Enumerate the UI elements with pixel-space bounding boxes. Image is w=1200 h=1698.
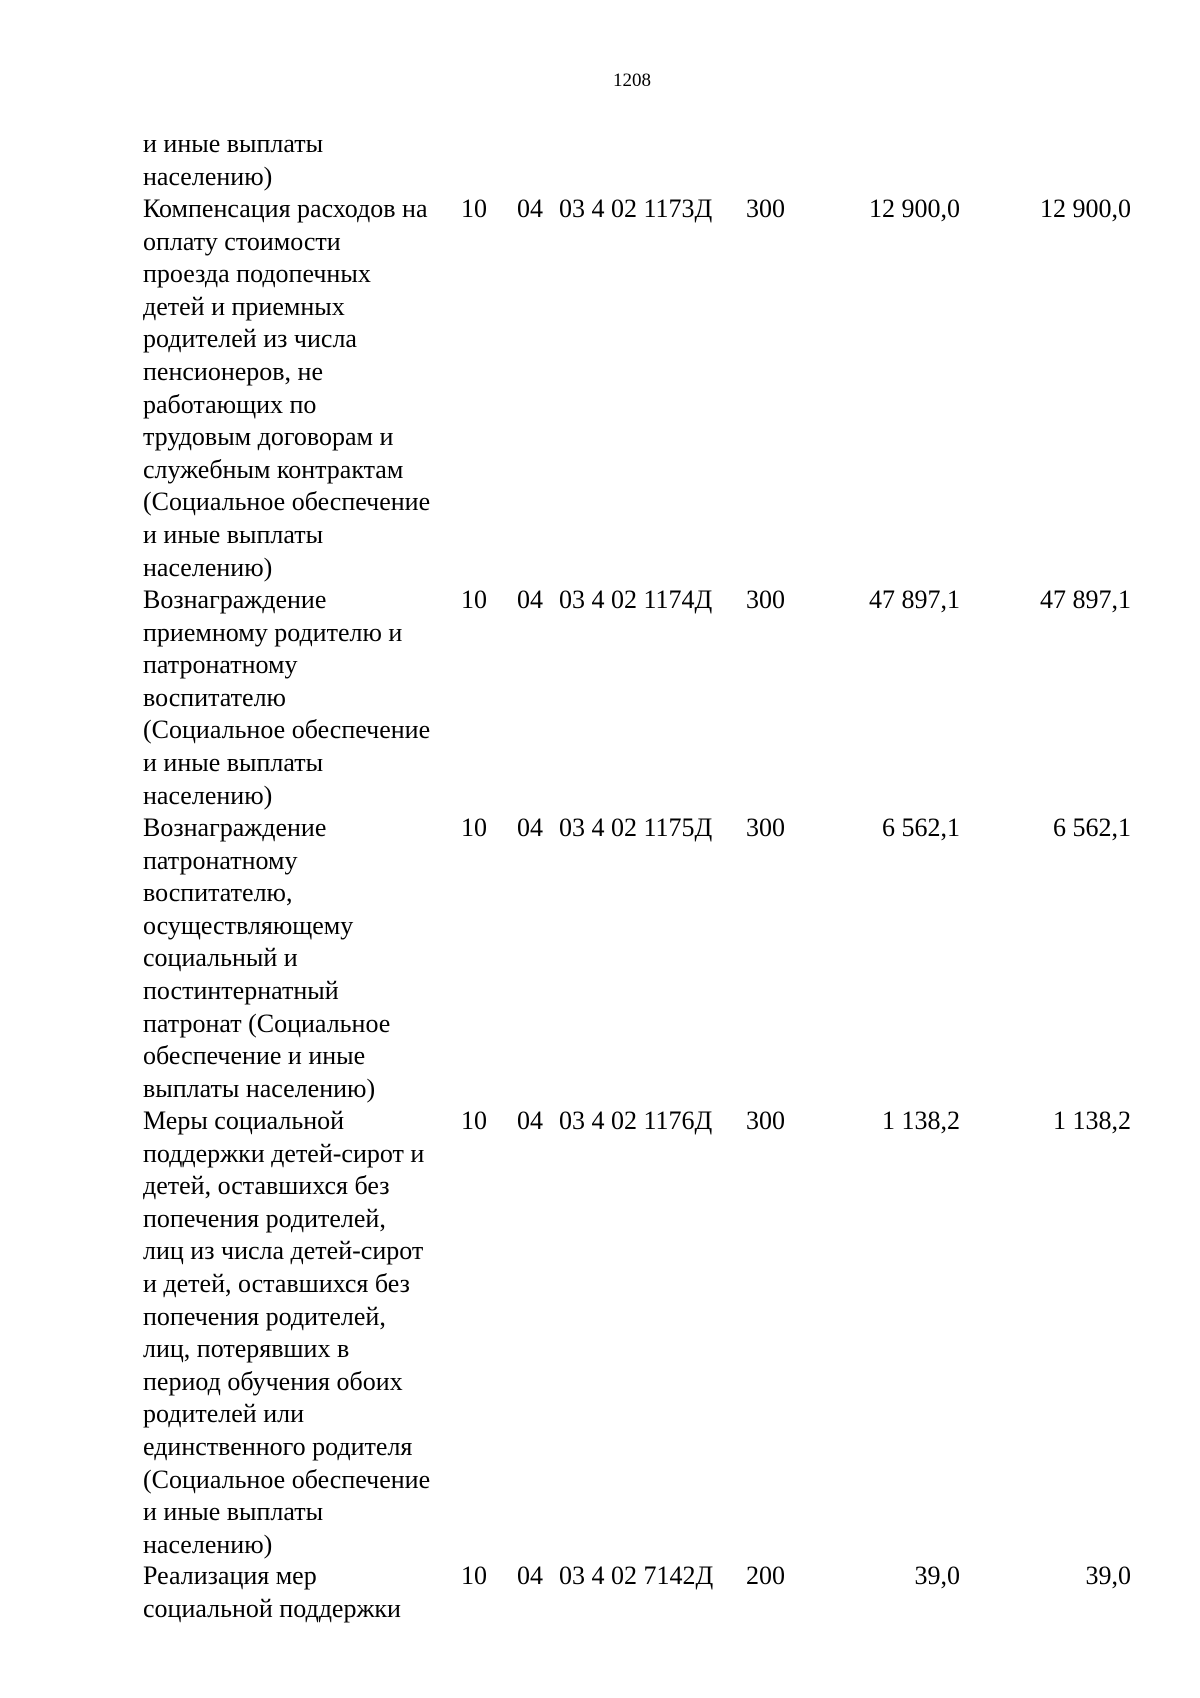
expense-type-code: 300 — [746, 813, 785, 842]
amount-year-2: 6 562,1 — [1053, 813, 1131, 842]
section-code: 10 — [461, 813, 487, 842]
target-article-code: 03 4 02 1173Д — [559, 194, 713, 223]
subsection-code: 04 — [517, 1106, 543, 1135]
section-code: 10 — [461, 1106, 487, 1135]
expense-type-code: 300 — [746, 585, 785, 614]
amount-year-1: 47 897,1 — [869, 585, 960, 614]
page-number: 1208 — [613, 70, 651, 91]
amount-year-2: 39,0 — [1085, 1561, 1131, 1590]
item-name: Меры социальной поддержки детей-сирот и детей, оставшихся без попечения родителей, лиц из числа детей-сирот и детей, оставшихся без попечения родителей, лиц, потерявших в период обучения обоих родителей или единственного родителя (Социальное обеспечение и иные выплаты населению) — [143, 1106, 431, 1559]
target-article-code: 03 4 02 1175Д — [559, 813, 713, 842]
amount-year-1: 1 138,2 — [882, 1106, 960, 1135]
amount-year-1: 39,0 — [914, 1561, 960, 1590]
amount-year-1: 6 562,1 — [882, 813, 960, 842]
subsection-code: 04 — [517, 585, 543, 614]
item-name: Вознаграждение приемному родителю и патронатному воспитателю (Социальное обеспечение и иные выплаты населению) — [143, 585, 431, 810]
item-name: Компенсация расходов на оплату стоимости проезда подопечных детей и приемных родителей из числа пенсионеров, не работающих по трудовым договорам и служебным контрактам (Социальное обеспечение и иные выплаты населению) — [143, 194, 431, 582]
expense-type-code: 300 — [746, 194, 785, 223]
item-name: Вознаграждение патронатному воспитателю, осуществляющему социальный и постинтернатный патронат (Социальное обеспечение и иные выплаты населению) — [143, 813, 391, 1103]
subsection-code: 04 — [517, 813, 543, 842]
amount-year-2: 1 138,2 — [1053, 1106, 1131, 1135]
amount-year-2: 12 900,0 — [1040, 194, 1131, 223]
amount-year-2: 47 897,1 — [1040, 585, 1131, 614]
section-code: 10 — [461, 1561, 487, 1590]
amount-year-1: 12 900,0 — [869, 194, 960, 223]
subsection-code: 04 — [517, 1561, 543, 1590]
expense-type-code: 300 — [746, 1106, 785, 1135]
target-article-code: 03 4 02 7142Д — [559, 1561, 714, 1590]
target-article-code: 03 4 02 1174Д — [559, 585, 713, 614]
section-code: 10 — [461, 194, 487, 223]
item-name: и иные выплаты населению) — [143, 129, 324, 191]
subsection-code: 04 — [517, 194, 543, 223]
target-article-code: 03 4 02 1176Д — [559, 1106, 713, 1135]
expense-type-code: 200 — [746, 1561, 785, 1590]
item-name: Реализация мер социальной поддержки — [143, 1561, 401, 1623]
section-code: 10 — [461, 585, 487, 614]
